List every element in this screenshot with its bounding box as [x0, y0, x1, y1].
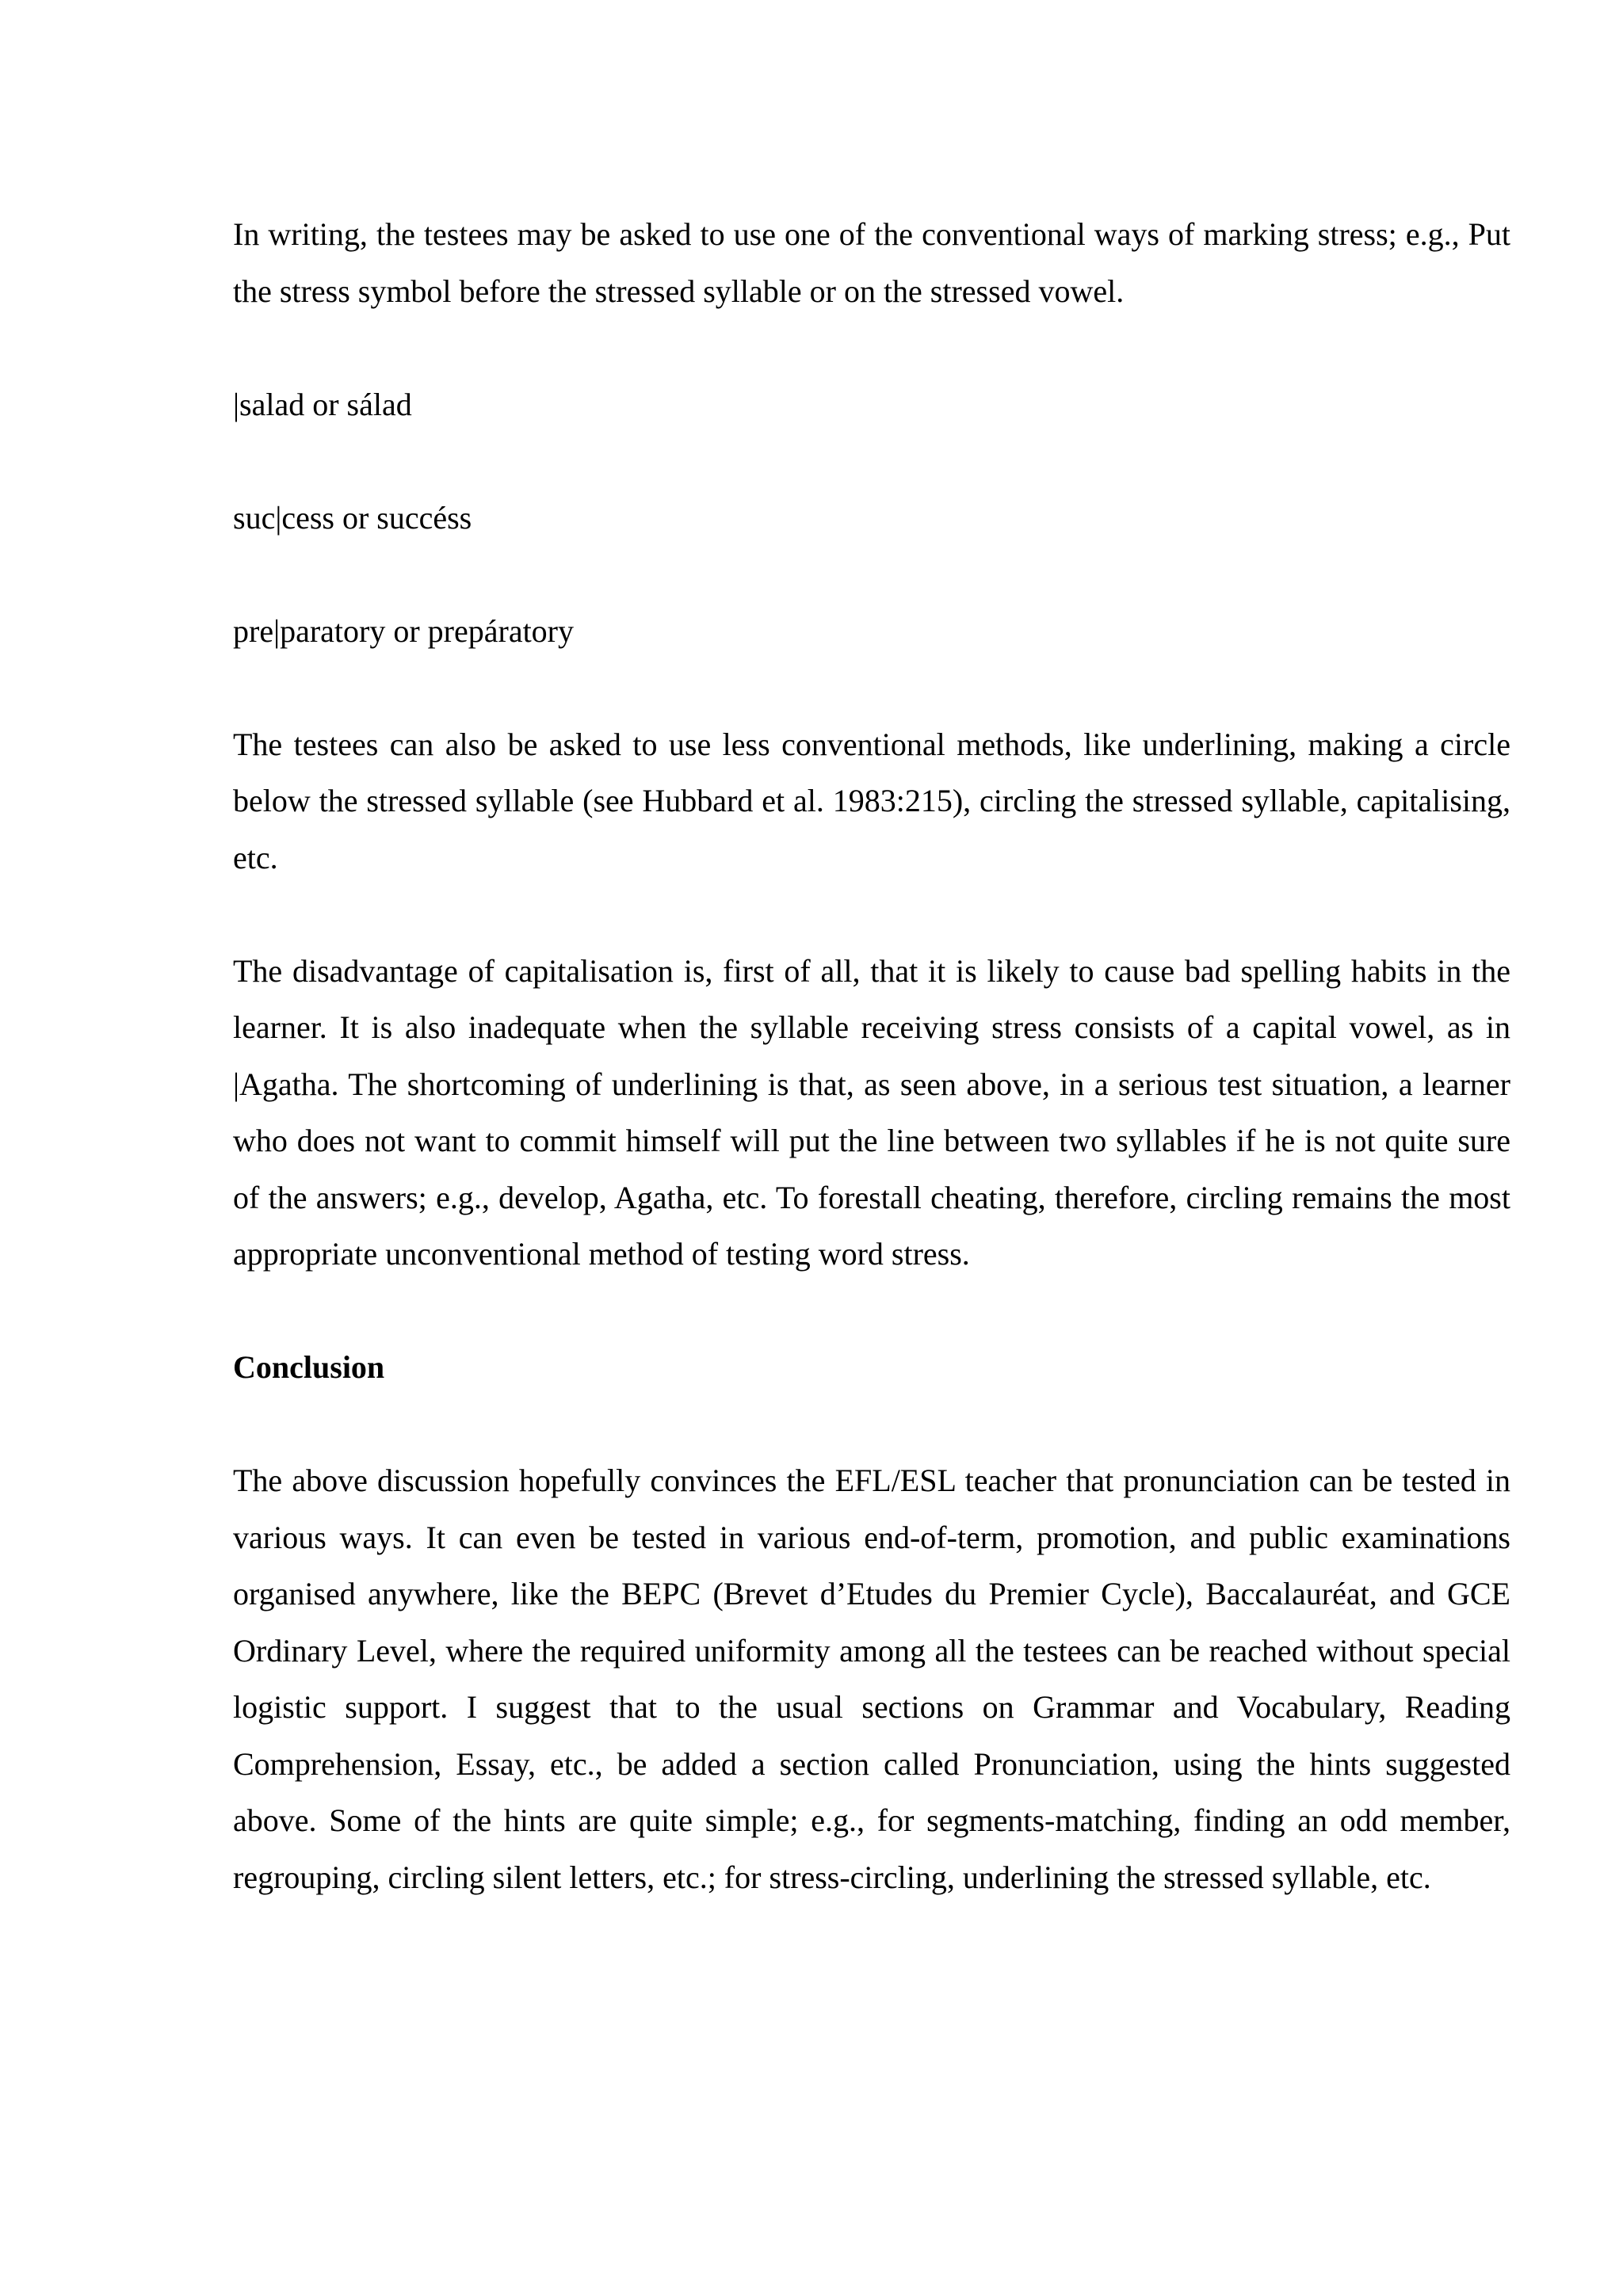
paragraph-unconventional-methods: The testees can also be asked to use less conventional methods, like underlining, making a circle below the stressed syllable (see Hubbard et al. 1983:215), circling the stressed syllable, capitalising, etc.: [233, 726, 1510, 875]
paragraph-conclusion: The above discussion hopefully convinces the EFL/ESL teacher that pronunciation can be tested in various ways. It can even be tested in various end-of-term, promotion, and public examinations organised anywhere, like the BEPC (Brevet d’Etudes du Premier Cycle), Baccalauréat, and GCE Ordinary Level, where the required uniformity among all the testees can be reached without special logistic support. I suggest that to the usual sections on Grammar and Vocabulary, Reading Comprehension, Essay, etc., be added a section called Pronunciation, using the hints suggested above. Some of the hints are quite simple; e.g., for segments-matching, finding an odd member, regrouping, circling silent letters, etc.; for stress-circling, underlining the stressed syllable, etc.: [233, 1463, 1510, 1895]
section-heading-conclusion: Conclusion: [233, 1349, 385, 1385]
example-success: suc|cess or succéss: [233, 499, 472, 536]
example-salad: |salad or sálad: [233, 386, 412, 422]
paragraph-disadvantages: The disadvantage of capitalisation is, first of all, that it is likely to cause bad spelling habits in the learner. It is also inadequate when the syllable receiving stress consists of a capital vowel, as in |Agatha. The shortcoming of underlining is that, as seen above, in a serious test situation, a learner who does not want to commit himself will put the line between two syllables if he is not quite sure of the answers; e.g., develop, Agatha, etc. To forestall cheating, therefore, circling remains the most appropriate unconventional method of testing word stress.: [233, 952, 1510, 1272]
example-preparatory: pre|paratory or prepáratory: [233, 612, 574, 649]
paragraph-stress-marking: In writing, the testees may be asked to use one of the conventional ways of marking stress; e.g., Put the stress symbol before the stressed syllable or on the stressed vowel.: [233, 216, 1510, 309]
document-page: [233, 206, 1510, 1962]
